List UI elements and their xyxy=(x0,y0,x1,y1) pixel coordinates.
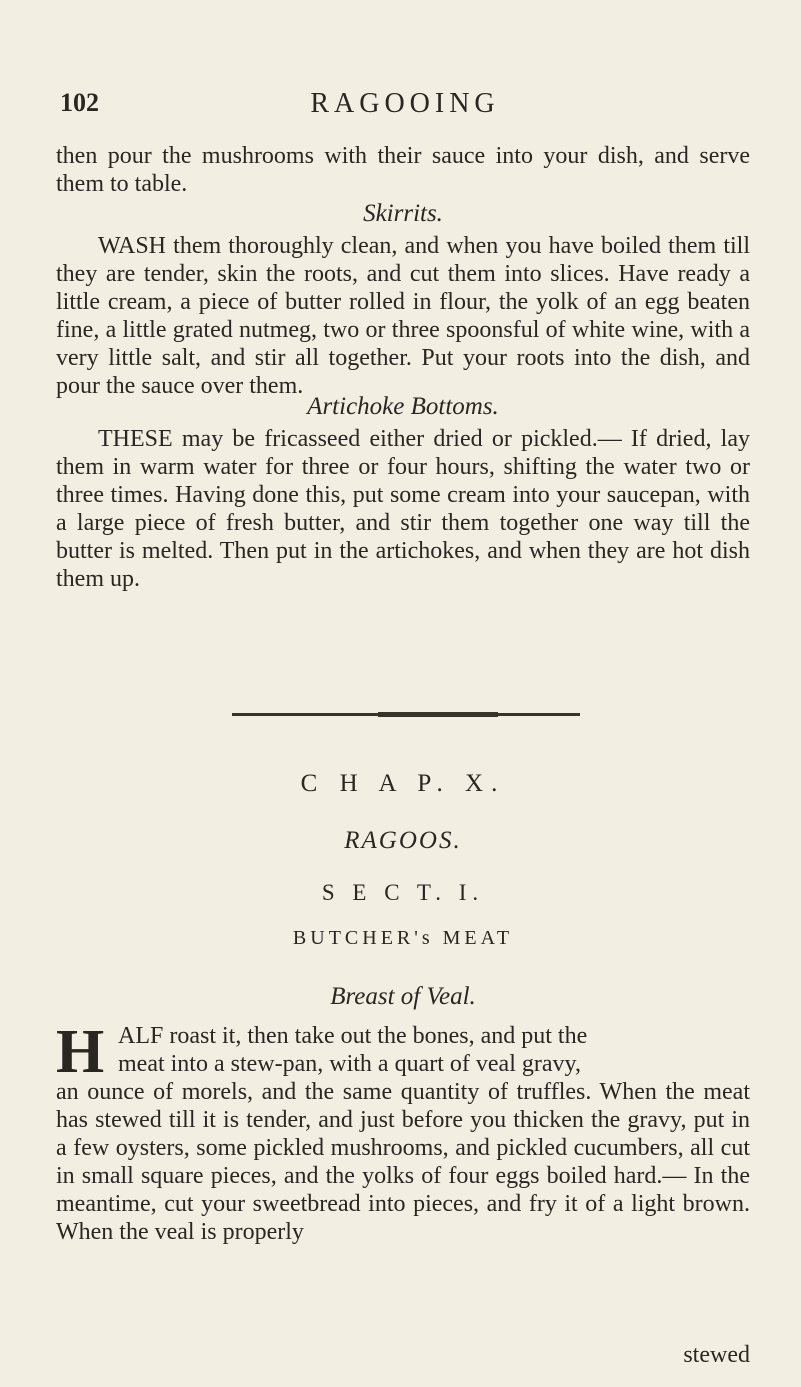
artichoke-text: THESE may be fricasseed either dried or pickled.— If dried, lay them in warm water for three or four hours, shifting the water two or three times. Having done this, put some cream into your saucepan, with a large piece of fresh butter, and stir them together one way till the butter is melted. Then put in the artichokes, and when they are hot dish them up. xyxy=(56,426,750,592)
artichoke-heading: Artichoke Bottoms. xyxy=(307,393,499,420)
veal-line-1: ALF roast it, then take out the bones, and put the xyxy=(118,1023,588,1049)
section-title: BUTCHER's MEAT xyxy=(292,927,514,949)
running-title: RAGOOING xyxy=(310,88,500,119)
artichoke-paragraph xyxy=(56,425,750,593)
veal-text: an ounce of morels, and the same quantity of truffles. When the meat has stewed till it is tender, and just before you thicken the gravy, put in a few oysters, some pickled mushrooms, and pickled cucumbers, all cut in small square pieces, and the yolks of four eggs boiled hard.— In the meantime, cut your sweetbread into pieces, and fry it of a light brown. When the veal is properly xyxy=(56,1079,750,1245)
drop-cap: H xyxy=(56,1018,105,1086)
veal-line-2: meat into a stew-pan, with a quart of veal gravy, xyxy=(118,1051,581,1077)
chapter-title: RAGOOS. xyxy=(344,827,462,854)
page-number: 102 xyxy=(60,88,99,117)
intro-paragraph xyxy=(56,142,750,198)
chapter-label: C H A P. X. xyxy=(300,770,506,797)
intro-text: then pour the mushrooms with their sauce into your dish, and serve them to table. xyxy=(56,143,750,197)
veal-paragraph xyxy=(56,1018,750,1246)
section-divider-ornament xyxy=(378,712,498,717)
section-label: S E C T. I. xyxy=(321,880,485,905)
skirrets-text: WASH them thoroughly clean, and when you have boiled them till they are tender, skin the roots, and cut them into slices. Have ready a little cream, a piece of butter rolled in flour, the yolk of an egg beaten fine, a little grated nutmeg, two or three spoonsful of white wine, with a very little salt, and stir all together. Put your roots into the dish, and pour the sauce over them. xyxy=(56,233,750,399)
skirrets-heading: Skirrits. xyxy=(363,200,443,227)
veal-heading: Breast of Veal. xyxy=(330,983,476,1010)
skirrets-paragraph xyxy=(56,232,750,400)
running-head xyxy=(60,88,750,128)
catchword: stewed xyxy=(683,1342,750,1368)
